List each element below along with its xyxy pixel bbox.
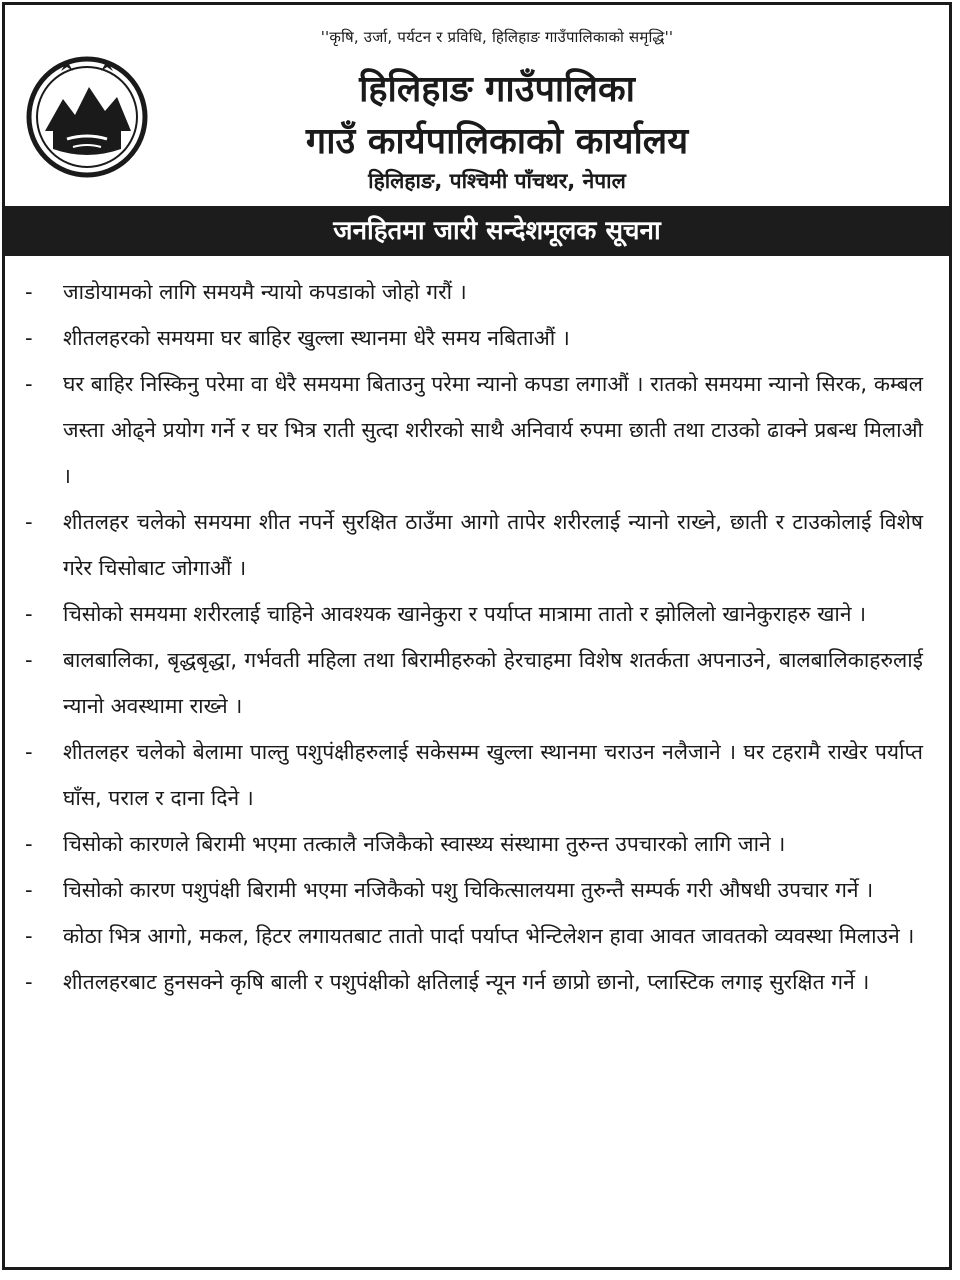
bullet-dash: -: [25, 878, 33, 902]
notice-text: कोठा भित्र आगो, मकल, हिटर लगायतबाट तातो पार्दा पर्याप्त भेन्टिलेशन हावा आवत जावतको व्यवस्था मिलाउने ।: [63, 924, 915, 948]
list-item: [5, 729, 949, 821]
notice-text: शीतलहर चलेको बेलामा पाल्तु पशुपंक्षीहरुलाई सकेसम्म खुल्ला स्थानमा चराउन नलैजाने । घर टहरामै राखेर पर्याप्त घाँस, पराल र दाना दिने ।: [63, 740, 923, 810]
bullet-dash: -: [25, 280, 33, 304]
motto: ''कृषि, उर्जा, पर्यटन र प्रविधि, हिलिहाङ गाउँपालिकाको समृद्धि'': [320, 28, 674, 46]
notice-list: [5, 269, 949, 1005]
notice-text: जाडोयामको लागि समयमै न्यायो कपडाको जोहो गरौं ।: [63, 280, 467, 304]
list-item: [5, 821, 949, 867]
office-address: हिलिहाङ, पश्चिमी पाँचथर, नेपाल: [368, 169, 626, 193]
notice-heading-banner: जनहितमा जारी सन्देशमूलक सूचना: [5, 206, 949, 256]
notice-text: चिसोको समयमा शरीरलाई चाहिने आवश्यक खानेकुरा र पर्याप्त मात्रामा तातो र झोलिलो खानेकुराहरु खाने ।: [63, 602, 867, 626]
list-item: [5, 269, 949, 315]
list-item: [5, 499, 949, 591]
letterhead: [5, 5, 949, 205]
list-item: [5, 637, 949, 729]
notice-text: घर बाहिर निस्किनु परेमा वा धेरै समयमा बिताउनु परेमा न्यानो कपडा लगाऔं । रातको समयमा न्यानो सिरक, कम्बल जस्ता ओढ्ने प्रयोग गर्ने र घर भित्र राती सुत्दा शरीरको साथै अनिवार्य रुपमा छाती तथा टाउको ढाक्ने प्रबन्ध मिलाऔ ।: [63, 372, 923, 488]
notice-text: बालबालिका, बृद्धबृद्धा, गर्भवती महिला तथा बिरामीहरुको हेरचाहमा विशेष शतर्कता अपनाउने, बालबालिकाहरुलाई न्यानो अवस्थामा राख्ने ।: [63, 648, 923, 718]
bullet-dash: -: [25, 510, 33, 534]
bullet-dash: -: [25, 740, 33, 764]
notice-text: चिसोको कारणले बिरामी भएमा तत्कालै नजिकैको स्वास्थ्य संस्थामा तुरुन्त उपचारको लागि जाने ।: [63, 832, 786, 856]
office-title: गाउँ कार्यपालिकाको कार्यालय: [305, 121, 689, 162]
bullet-dash: -: [25, 924, 33, 948]
list-item: [5, 361, 949, 499]
list-item: [5, 959, 949, 1005]
list-item: [5, 591, 949, 637]
municipality-title: हिलिहाङ गाउँपालिका: [359, 69, 635, 110]
notice-frame: [2, 2, 952, 1270]
bullet-dash: -: [25, 832, 33, 856]
bullet-dash: -: [25, 372, 33, 396]
notice-text: शीतलहरबाट हुनसक्ने कृषि बाली र पशुपंक्षीको क्षतिलाई न्यून गर्न छाप्रो छानो, प्लास्टिक लगाइ सुरक्षित गर्ने ।: [63, 970, 870, 994]
bullet-dash: -: [25, 326, 33, 350]
notice-text: शीतलहरको समयमा घर बाहिर खुल्ला स्थानमा धेरै समय नबिताऔं ।: [63, 326, 570, 350]
bullet-dash: -: [25, 648, 33, 672]
bullet-dash: -: [25, 970, 33, 994]
list-item: [5, 913, 949, 959]
list-item: [5, 315, 949, 361]
bullet-dash: -: [25, 602, 33, 626]
notice-text: चिसोको कारण पशुपंक्षी बिरामी भएमा नजिकैको पशु चिकित्सालयमा तुरुन्तै सम्पर्क गरी औषधी उपचार गर्ने ।: [63, 878, 874, 902]
notice-text: शीतलहर चलेको समयमा शीत नपर्ने सुरक्षित ठाउँमा आगो तापेर शरीरलाई न्यानो राख्ने, छाती र टाउकोलाई विशेष गरेर चिसोबाट जोगाऔं ।: [63, 510, 923, 580]
list-item: [5, 867, 949, 913]
